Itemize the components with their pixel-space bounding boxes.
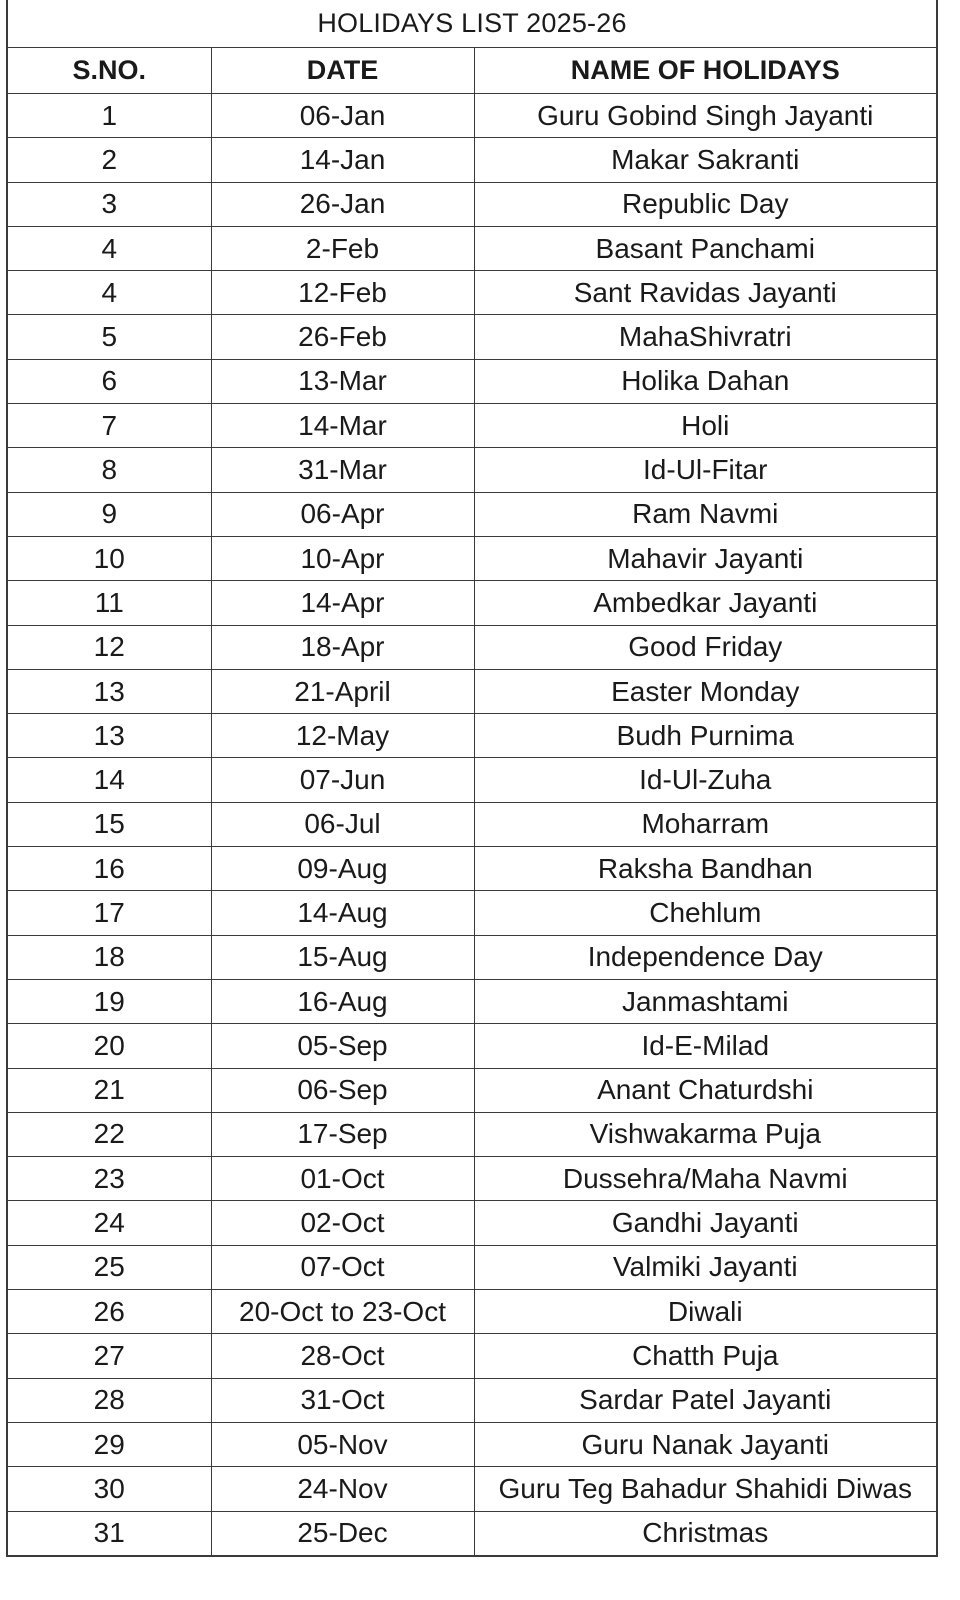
cell-sno: 11 bbox=[8, 581, 211, 625]
table-row bbox=[8, 1201, 936, 1245]
table-row bbox=[8, 891, 936, 935]
cell-holiday-name: Ambedkar Jayanti bbox=[474, 581, 936, 625]
cell-sno: 25 bbox=[8, 1245, 211, 1289]
table-row bbox=[8, 979, 936, 1023]
cell-sno: 4 bbox=[8, 271, 211, 315]
cell-date: 31-Oct bbox=[211, 1378, 474, 1422]
cell-holiday-name: Dussehra/Maha Navmi bbox=[474, 1157, 936, 1201]
cell-sno: 24 bbox=[8, 1201, 211, 1245]
cell-sno: 20 bbox=[8, 1024, 211, 1068]
cell-sno: 2 bbox=[8, 138, 211, 182]
table-row bbox=[8, 1024, 936, 1068]
cell-sno: 14 bbox=[8, 758, 211, 802]
table-row bbox=[8, 714, 936, 758]
cell-date: 01-Oct bbox=[211, 1157, 474, 1201]
cell-holiday-name: Vishwakarma Puja bbox=[474, 1112, 936, 1156]
cell-date: 06-Jan bbox=[211, 94, 474, 138]
cell-holiday-name: Janmashtami bbox=[474, 979, 936, 1023]
cell-date: 31-Mar bbox=[211, 448, 474, 492]
cell-sno: 1 bbox=[8, 94, 211, 138]
cell-sno: 18 bbox=[8, 935, 211, 979]
cell-holiday-name: Independence Day bbox=[474, 935, 936, 979]
cell-sno: 26 bbox=[8, 1290, 211, 1334]
cell-date: 15-Aug bbox=[211, 935, 474, 979]
table-row bbox=[8, 625, 936, 669]
table-row bbox=[8, 359, 936, 403]
table-row bbox=[8, 581, 936, 625]
cell-date: 05-Nov bbox=[211, 1422, 474, 1466]
cell-sno: 21 bbox=[8, 1068, 211, 1112]
cell-date: 06-Apr bbox=[211, 492, 474, 536]
cell-holiday-name: Chatth Puja bbox=[474, 1334, 936, 1378]
cell-holiday-name: Diwali bbox=[474, 1290, 936, 1334]
table-row bbox=[8, 404, 936, 448]
cell-date: 18-Apr bbox=[211, 625, 474, 669]
header-row bbox=[8, 48, 936, 94]
cell-sno: 7 bbox=[8, 404, 211, 448]
cell-sno: 5 bbox=[8, 315, 211, 359]
cell-sno: 15 bbox=[8, 802, 211, 846]
cell-date: 09-Aug bbox=[211, 847, 474, 891]
table-row bbox=[8, 1290, 936, 1334]
cell-date: 07-Jun bbox=[211, 758, 474, 802]
cell-holiday-name: Republic Day bbox=[474, 182, 936, 226]
cell-sno: 10 bbox=[8, 536, 211, 580]
cell-sno: 31 bbox=[8, 1511, 211, 1555]
cell-date: 10-Apr bbox=[211, 536, 474, 580]
table-row bbox=[8, 935, 936, 979]
table-row bbox=[8, 1378, 936, 1422]
cell-holiday-name: Good Friday bbox=[474, 625, 936, 669]
cell-sno: 16 bbox=[8, 847, 211, 891]
cell-date: 24-Nov bbox=[211, 1467, 474, 1511]
cell-sno: 6 bbox=[8, 359, 211, 403]
cell-date: 06-Sep bbox=[211, 1068, 474, 1112]
cell-date: 17-Sep bbox=[211, 1112, 474, 1156]
table-row bbox=[8, 271, 936, 315]
cell-holiday-name: Guru Nanak Jayanti bbox=[474, 1422, 936, 1466]
cell-holiday-name: Raksha Bandhan bbox=[474, 847, 936, 891]
table-row bbox=[8, 315, 936, 359]
cell-date: 12-May bbox=[211, 714, 474, 758]
table-row bbox=[8, 138, 936, 182]
cell-holiday-name: Id-Ul-Zuha bbox=[474, 758, 936, 802]
cell-holiday-name: Id-E-Milad bbox=[474, 1024, 936, 1068]
cell-date: 28-Oct bbox=[211, 1334, 474, 1378]
cell-sno: 19 bbox=[8, 979, 211, 1023]
cell-date: 26-Jan bbox=[211, 182, 474, 226]
cell-date: 14-Mar bbox=[211, 404, 474, 448]
cell-holiday-name: Holika Dahan bbox=[474, 359, 936, 403]
table-row bbox=[8, 1334, 936, 1378]
cell-sno: 23 bbox=[8, 1157, 211, 1201]
cell-sno: 12 bbox=[8, 625, 211, 669]
table-row bbox=[8, 802, 936, 846]
table-row bbox=[8, 1422, 936, 1466]
cell-holiday-name: Id-Ul-Fitar bbox=[474, 448, 936, 492]
cell-date: 02-Oct bbox=[211, 1201, 474, 1245]
sheet-title: HOLIDAYS LIST 2025-26 bbox=[8, 0, 936, 48]
column-header-name: NAME OF HOLIDAYS bbox=[474, 48, 936, 94]
cell-sno: 4 bbox=[8, 226, 211, 270]
cell-date: 2-Feb bbox=[211, 226, 474, 270]
cell-date: 05-Sep bbox=[211, 1024, 474, 1068]
cell-holiday-name: Basant Panchami bbox=[474, 226, 936, 270]
cell-holiday-name: MahaShivratri bbox=[474, 315, 936, 359]
table-row bbox=[8, 847, 936, 891]
table-row bbox=[8, 1112, 936, 1156]
table-row bbox=[8, 536, 936, 580]
table-row bbox=[8, 94, 936, 138]
cell-sno: 9 bbox=[8, 492, 211, 536]
cell-date: 07-Oct bbox=[211, 1245, 474, 1289]
table-row bbox=[8, 492, 936, 536]
column-header-date: DATE bbox=[211, 48, 474, 94]
table-header bbox=[8, 48, 936, 94]
cell-holiday-name: Chehlum bbox=[474, 891, 936, 935]
cell-sno: 30 bbox=[8, 1467, 211, 1511]
table-row bbox=[8, 758, 936, 802]
cell-holiday-name: Sardar Patel Jayanti bbox=[474, 1378, 936, 1422]
table-row bbox=[8, 1511, 936, 1555]
cell-date: 14-Apr bbox=[211, 581, 474, 625]
cell-holiday-name: Valmiki Jayanti bbox=[474, 1245, 936, 1289]
cell-holiday-name: Easter Monday bbox=[474, 669, 936, 713]
holiday-table bbox=[8, 48, 936, 1555]
cell-sno: 28 bbox=[8, 1378, 211, 1422]
cell-date: 06-Jul bbox=[211, 802, 474, 846]
table-row bbox=[8, 1467, 936, 1511]
cell-sno: 27 bbox=[8, 1334, 211, 1378]
cell-sno: 22 bbox=[8, 1112, 211, 1156]
table-row bbox=[8, 182, 936, 226]
cell-date: 13-Mar bbox=[211, 359, 474, 403]
cell-date: 14-Aug bbox=[211, 891, 474, 935]
cell-date: 26-Feb bbox=[211, 315, 474, 359]
cell-holiday-name: Guru Teg Bahadur Shahidi Diwas bbox=[474, 1467, 936, 1511]
holiday-sheet bbox=[6, 0, 938, 1557]
cell-holiday-name: Sant Ravidas Jayanti bbox=[474, 271, 936, 315]
cell-sno: 29 bbox=[8, 1422, 211, 1466]
table-row bbox=[8, 1245, 936, 1289]
column-header-sno: S.NO. bbox=[8, 48, 211, 94]
table-row bbox=[8, 1157, 936, 1201]
cell-holiday-name: Moharram bbox=[474, 802, 936, 846]
table-body bbox=[8, 94, 936, 1555]
cell-date: 12-Feb bbox=[211, 271, 474, 315]
cell-date: 14-Jan bbox=[211, 138, 474, 182]
cell-holiday-name: Makar Sakranti bbox=[474, 138, 936, 182]
table-row bbox=[8, 448, 936, 492]
cell-holiday-name: Guru Gobind Singh Jayanti bbox=[474, 94, 936, 138]
cell-sno: 13 bbox=[8, 714, 211, 758]
cell-holiday-name: Holi bbox=[474, 404, 936, 448]
table-row bbox=[8, 1068, 936, 1112]
cell-sno: 17 bbox=[8, 891, 211, 935]
table-row bbox=[8, 669, 936, 713]
cell-holiday-name: Budh Purnima bbox=[474, 714, 936, 758]
cell-date: 21-April bbox=[211, 669, 474, 713]
cell-holiday-name: Mahavir Jayanti bbox=[474, 536, 936, 580]
cell-holiday-name: Gandhi Jayanti bbox=[474, 1201, 936, 1245]
cell-holiday-name: Christmas bbox=[642, 1517, 769, 1549]
cell-sno: 3 bbox=[8, 182, 211, 226]
cell-holiday-name: Ram Navmi bbox=[474, 492, 936, 536]
cell-date: 25-Dec bbox=[211, 1511, 474, 1555]
cell-sno: 13 bbox=[8, 669, 211, 713]
cell-sno: 8 bbox=[8, 448, 211, 492]
table-row bbox=[8, 226, 936, 270]
cell-date: 16-Aug bbox=[211, 979, 474, 1023]
cell-date: 20-Oct to 23-Oct bbox=[211, 1290, 474, 1334]
cell-holiday-name: Anant Chaturdshi bbox=[474, 1068, 936, 1112]
